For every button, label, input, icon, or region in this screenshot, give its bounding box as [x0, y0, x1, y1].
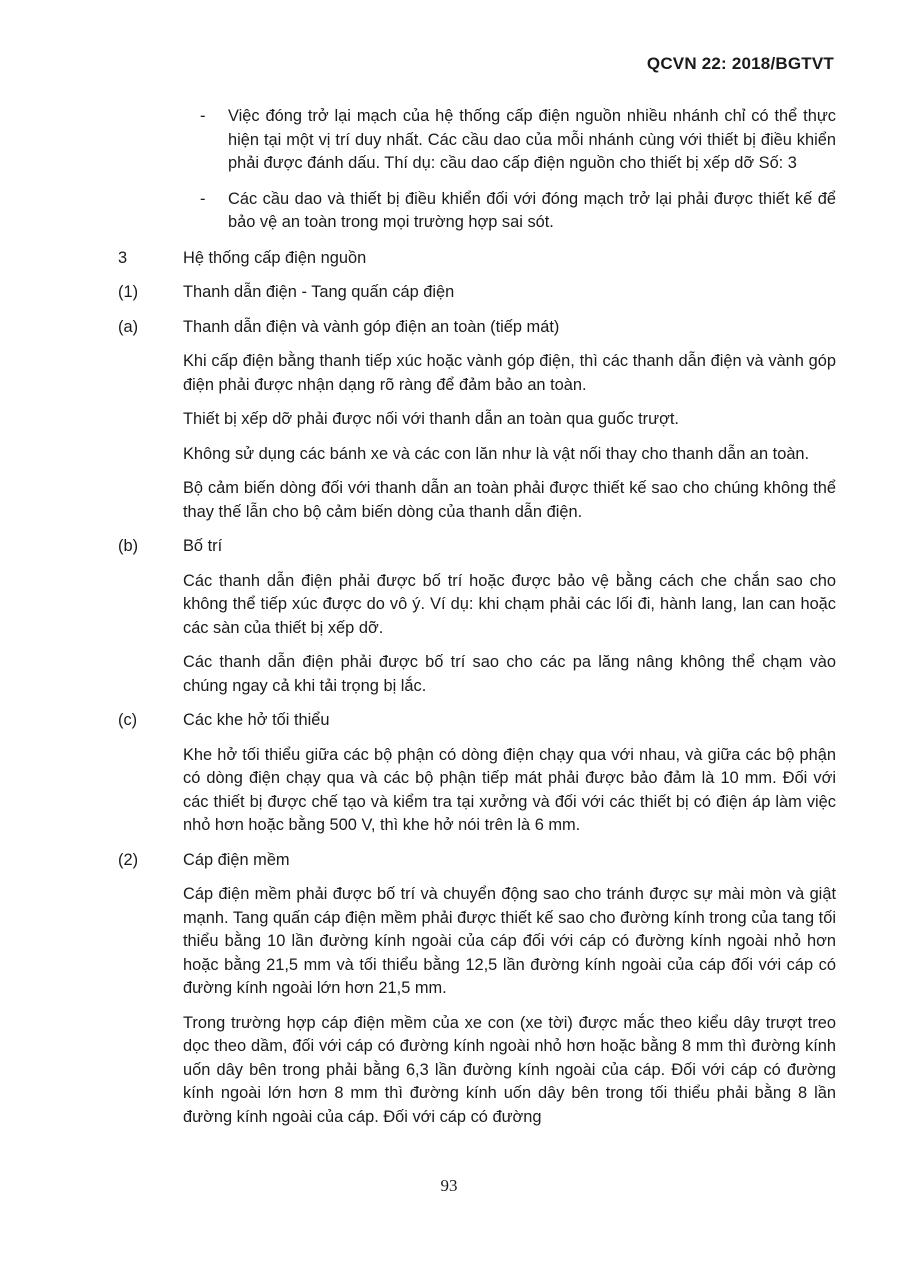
section-heading	[118, 709, 836, 733]
bullet-item	[118, 188, 836, 235]
paragraph: Trong trường hợp cáp điện mềm của xe con (xe tời) được mắc theo kiểu dây trượt treo dọc theo dầm, đối với cáp có đường kính ngoài nhỏ hơn hoặc bằng 8 mm thì đường kính uốn dây bên trong phải bằng 6,3 lần đường kính ngoài của cáp. Đối với cáp có đường kính ngoài lớn hơn 8 mm thì đường kính uốn dây bên trong tối thiểu phải bằng 8 lần đường kính ngoài của cáp. Đối với cáp có đường	[183, 1013, 836, 1126]
page-number: 93	[440, 1176, 458, 1195]
bullet-item	[118, 105, 836, 176]
section-title: Thanh dẫn điện - Tang quấn cáp điện	[183, 283, 455, 301]
paragraph: Khe hở tối thiểu giữa các bộ phận có dòng điện chạy qua với nhau, và giữa các bộ phận có dòng điện chạy qua và các bộ phận tiếp mát phải được bảo đảm là 10 mm. Đối với các thiết bị được chế tạo và kiểm tra tại xưởng và đối với các thiết bị có điện áp làm việc nhỏ hơn hoặc bằng 500 V, thì khe hở nói trên là 6 mm.	[183, 745, 836, 834]
bullet-text: Các cầu dao và thiết bị điều khiển đối với đóng mạch trở lại phải được thiết kế để bảo vệ an toàn trong mọi trường hợp sai sót.	[228, 189, 836, 231]
section-heading	[118, 849, 836, 873]
section-title: Hệ thống cấp điện nguồn	[183, 248, 367, 267]
page-body	[118, 105, 836, 1140]
paragraph: Các thanh dẫn điện phải được bố trí sao cho các pa lăng nâng không thể chạm vào chúng ngay cả khi tải trọng bị lắc.	[183, 653, 836, 695]
bullet-dash: -	[200, 189, 206, 208]
paragraph: Khi cấp điện bằng thanh tiếp xúc hoặc vành góp điện, thì các thanh dẫn điện và vành góp điện phải được nhận dạng rõ ràng để đảm bảo an toàn.	[183, 352, 836, 394]
section-heading	[118, 281, 836, 305]
section-number: (2)	[118, 850, 139, 869]
section-number: (c)	[118, 711, 138, 729]
section-number: (a)	[118, 317, 139, 336]
section-number: (b)	[118, 537, 139, 555]
section-heading	[118, 316, 836, 340]
paragraph: Bộ cảm biến dòng đối với thanh dẫn an toàn phải được thiết kế sao cho chúng không thể thay thế lẫn cho bộ cảm biến dòng của thanh dẫn điện.	[183, 479, 836, 521]
section-heading	[118, 535, 836, 559]
paragraph: Thiết bị xếp dỡ phải được nối với thanh dẫn an toàn qua guốc trượt.	[183, 410, 679, 428]
section-title: Các khe hở tối thiểu	[183, 711, 330, 729]
section-number: 3	[118, 248, 128, 267]
section-number: (1)	[118, 283, 139, 301]
section-title: Thanh dẫn điện và vành góp điện an toàn (tiếp mát)	[183, 317, 560, 336]
section-title: Cáp điện mềm	[183, 850, 290, 869]
bullet-dash: -	[200, 107, 206, 125]
section-heading	[118, 247, 836, 271]
bullet-text: Việc đóng trở lại mạch của hệ thống cấp điện nguồn nhiều nhánh chỉ có thể thực hiện tại một vị trí duy nhất. Các cầu dao của mỗi nhánh cùng với thiết bị điều khiển phải được đánh dấu. Thí dụ: cầu dao cấp điện nguồn cho thiết bị xếp dỡ Số: 3	[228, 107, 836, 172]
paragraph: Cáp điện mềm phải được bố trí và chuyển động sao cho tránh được sự mài mòn và giật mạnh. Tang quấn cáp điện mềm phải được thiết kế sao cho đường kính trong của tang tối thiểu bằng 10 lần đường kính ngoài của cáp đối với cáp có đường kính ngoài nhỏ hơn hoặc bằng 21,5 mm và tối thiểu bằng 12,5 lần đường kính ngoài của cáp đối với cáp có đường kính ngoài lớn hơn 21,5 mm.	[183, 885, 836, 997]
paragraph: Không sử dụng các bánh xe và các con lăn như là vật nối thay cho thanh dẫn an toàn.	[183, 444, 810, 463]
document-code-header: QCVN 22: 2018/BGTVT	[646, 54, 834, 73]
paragraph: Các thanh dẫn điện phải được bố trí hoặc được bảo vệ bằng cách che chắn sao cho không thể tiếp xúc được do vô ý. Ví dụ: khi chạm phải các lối đi, hành lang, lan can hoặc các sàn của thiết bị xếp dỡ.	[183, 571, 836, 637]
section-title: Bố trí	[183, 537, 223, 555]
